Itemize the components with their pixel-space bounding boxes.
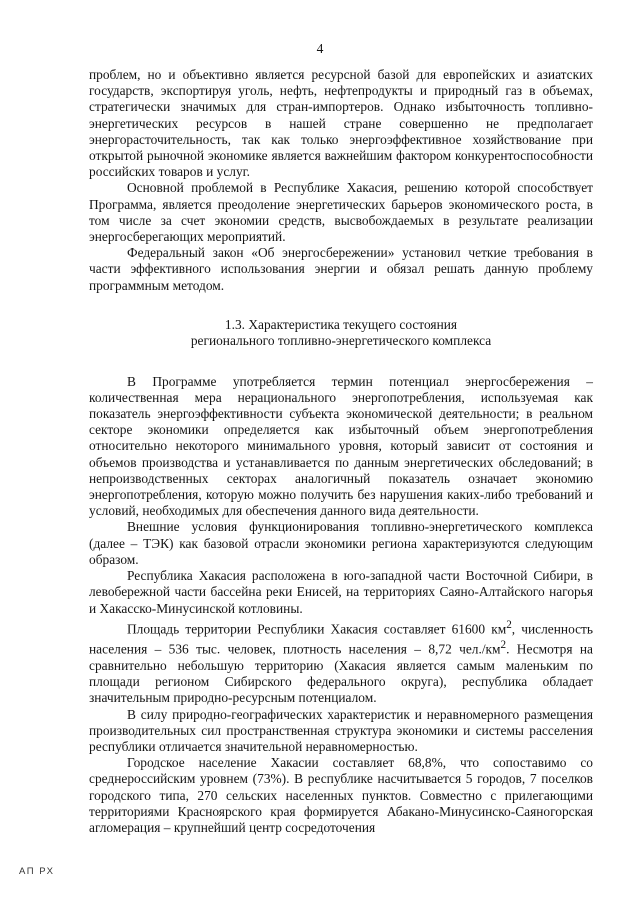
paragraph-geography: Республика Хакасия расположена в юго-западной части Восточной Сибири, в левобережной части бассейна реки Енисей, на территориях Саяно-Алтайского нагорья и Хакасско-Минусинской котловины.	[89, 568, 593, 616]
territory-text-part-3: . Несмотря на сравнительно небольшую территорию (Хакасия является самым маленьким по площади регионом Сибирского федерального округа), республика обладает значительным природно-ресурсным потенциалом.	[89, 641, 593, 706]
paragraph-territory-population	[89, 617, 593, 707]
document-body	[89, 67, 593, 836]
paragraph-urban-population: Городское население Хакасии составляет 68,8%, что сопоставимо со среднероссийским уровнем (73%). В республике насчитывается 5 городов, 7 поселков городского типа, 270 сельских населенных пунктов. Совместно с прилегающими территориями Красноярского края формируется Абакано-Минусинско-Саяногорская агломерация – крупнейший центр сосредоточения	[89, 755, 593, 836]
area-unit-superscript: 2	[506, 618, 512, 631]
density-unit-superscript: 2	[500, 639, 507, 652]
paragraph-intro-continuation: проблем, но и объективно является ресурсной базой для европейских и азиатских государств, экспортируя уголь, нефть, нефтепродукты и природный газ в объемах, стратегически значимых для стран-импортеров. Однако избыточность топливно-энергетических ресурсов в нашей стране совершенно не предполагает энергорасточительность, так как только энергоэффективное хозяйствование при открытой рыночной экономике является важнейшим фактором конкурентоспособности российских товаров и услуг.	[89, 67, 593, 180]
section-heading-line-2: регионального топливно-энергетического комплекса	[190, 333, 492, 349]
paragraph-federal-law: Федеральный закон «Об энергосбережении» установил четкие требования в части эффективного использования энергии и обязал решать данную проблему программным методом.	[89, 245, 593, 293]
paragraph-spatial-structure: В силу природно-географических характеристик и неравномерного размещения производительных сил пространственная структура экономики и системы расселения республики отличается значительной неравномерностью.	[89, 706, 593, 755]
section-heading	[89, 317, 593, 350]
paragraph-main-problem: Основной проблемой в Республике Хакасия, решению которой способствует Программа, является преодоление энергетических барьеров экономического роста, в том числе за счет экономии средств, высвобождаемых в результате реализации энергосберегающих мероприятий.	[89, 180, 593, 245]
paragraph-external-conditions: Внешние условия функционирования топливно-энергетического комплекса (далее – ТЭК) как базовой отрасли экономики региона характеризуются следующим образом.	[89, 519, 593, 567]
page-number: 4	[316, 41, 324, 56]
territory-text-part-1: Площадь территории Республики Хакасия составляет 61600 км	[127, 621, 507, 637]
territory-text-part-2: , численность населения – 536 тыс. человек, плотность населения – 8,72 чел./км	[89, 621, 593, 657]
footer-mark: АП РХ	[19, 866, 55, 877]
section-heading-line-1: 1.3. Характеристика текущего состояния	[224, 316, 458, 332]
paragraph-energy-saving-potential: В Программе употребляется термин потенциал энергосбережения – количественная мера нерационального энергопотребления, используемая как показатель энергоэффективности субъекта экономической деятельности; в реальном секторе экономики определяется как избыточный объем энергопотребления относительно некоторого минимального уровня, который зависит от состояния и объемов производства и устанавливается по данным энергетических обследований; в непроизводственных секторах аналогичный показатель означает экономию энергопотребления, которую можно получить без нарушения каких-либо требований и условий, необходимых для обеспечения данного вида деятельности.	[89, 373, 593, 519]
